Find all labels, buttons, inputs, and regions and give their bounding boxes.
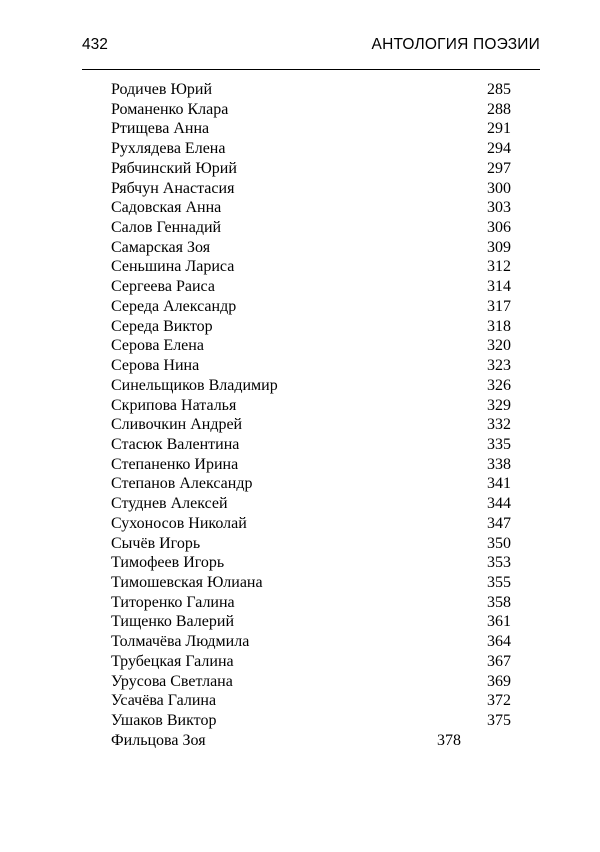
- toc-entry-name: Титоренко Галина: [111, 593, 235, 611]
- toc-entry-page: 306: [487, 219, 511, 237]
- toc-entry-name: Сливочкин Андрей: [111, 416, 243, 434]
- toc-entry-name: Скрипова Наталья: [111, 396, 237, 414]
- toc-entry-page: 335: [487, 435, 511, 453]
- toc-entry-name: Трубецкая Галина: [111, 652, 234, 670]
- toc-entry: [111, 593, 511, 613]
- toc-entry: [111, 514, 511, 534]
- toc-entry-page: 358: [487, 593, 511, 611]
- toc-entry: [111, 711, 511, 731]
- toc-entry: [111, 139, 511, 159]
- toc-entry-page: 344: [487, 495, 511, 513]
- toc-entry-page: 361: [487, 613, 511, 631]
- toc-entry: [111, 415, 511, 435]
- toc-entry: [111, 179, 511, 199]
- toc-entry-page: 375: [487, 712, 511, 729]
- toc-entry: [111, 691, 511, 711]
- book-title: АНТОЛОГИЯ ПОЭЗИИ: [371, 36, 540, 53]
- toc-entry-name: Студнев Алексей: [111, 495, 228, 513]
- toc-entry-name: Степанов Александр: [111, 475, 253, 493]
- toc-entry: [111, 297, 511, 317]
- toc-entry-name: Фильцова Зоя: [111, 731, 206, 749]
- toc-entry-page: 369: [487, 672, 511, 690]
- toc-entry: [111, 238, 511, 258]
- toc-entry-name: Середа Виктор: [111, 317, 213, 335]
- toc-entry: [111, 100, 511, 120]
- toc-entry-page: 285: [487, 81, 511, 98]
- page-header: [82, 36, 540, 60]
- toc-entry: [111, 672, 511, 692]
- toc-entry-name: Самарская Зоя: [111, 238, 211, 256]
- toc-entry-name: Усачёва Галина: [111, 692, 217, 710]
- toc-entry-name: Сеньшина Лариса: [111, 258, 235, 276]
- toc-entry-page: 372: [487, 692, 511, 710]
- toc-entry-page: 312: [487, 258, 511, 276]
- toc-entry-page: 314: [487, 278, 511, 296]
- toc-entry-page: 338: [487, 455, 511, 473]
- toc-entry: [111, 731, 511, 751]
- toc-entry: [111, 435, 511, 455]
- toc-entry-name: Сухоносов Николай: [111, 514, 247, 532]
- toc-entry-name: Синельщиков Владимир: [111, 376, 278, 394]
- toc-entry-page: 364: [487, 633, 511, 651]
- toc-entry: [111, 553, 511, 573]
- header-rule: [82, 69, 540, 70]
- toc-entry: [111, 257, 511, 277]
- toc-entry-page: 367: [487, 652, 511, 670]
- toc-entry: [111, 612, 511, 632]
- toc-entry: [111, 573, 511, 593]
- toc-entry-page: 332: [487, 416, 511, 434]
- page-number: 432: [82, 36, 108, 53]
- toc-entry: [111, 277, 511, 297]
- toc-entry-page: 300: [487, 179, 511, 197]
- toc-entry-page: 353: [487, 554, 511, 572]
- toc-entry-name: Садовская Анна: [111, 199, 222, 217]
- toc-entry-name: Ушаков Виктор: [111, 712, 217, 729]
- toc-entry-page: 326: [487, 376, 511, 394]
- toc-entry-page: 297: [487, 159, 511, 177]
- toc-entry-page: 291: [487, 120, 511, 138]
- toc-entry-name: Тищенко Валерий: [111, 613, 235, 631]
- toc-entry: [111, 632, 511, 652]
- toc-entry-name: Романенко Клара: [111, 100, 229, 118]
- toc-entry-name: Стасюк Валентина: [111, 435, 240, 453]
- table-of-contents: [111, 80, 511, 750]
- toc-entry: [111, 159, 511, 179]
- toc-entry: [111, 455, 511, 475]
- toc-entry: [111, 119, 511, 139]
- toc-entry: [111, 396, 511, 416]
- toc-entry-page: 288: [487, 100, 511, 118]
- toc-entry-name: Сергеева Раиса: [111, 278, 215, 296]
- toc-entry-name: Тимошевская Юлиана: [111, 573, 263, 591]
- toc-entry-name: Ртищева Анна: [111, 120, 210, 138]
- toc-entry-page: 294: [487, 140, 511, 158]
- toc-entry: [111, 494, 511, 514]
- toc-entry-page: 318: [487, 317, 511, 335]
- toc-entry: [111, 317, 511, 337]
- toc-entry-name: Серова Нина: [111, 357, 200, 375]
- toc-entry: [111, 474, 511, 494]
- toc-entry: [111, 534, 511, 554]
- toc-entry-page: 347: [487, 514, 511, 532]
- toc-entry-name: Родичев Юрий: [111, 81, 213, 98]
- toc-entry-page: 350: [487, 534, 511, 552]
- toc-entry-name: Рябчинский Юрий: [111, 159, 237, 177]
- toc-entry: [111, 218, 511, 238]
- toc-entry-name: Урусова Светлана: [111, 672, 233, 690]
- toc-entry-page: 317: [487, 297, 511, 315]
- toc-entry-page: 341: [487, 475, 511, 493]
- toc-entry-page: 355: [487, 573, 511, 591]
- toc-entry: [111, 356, 511, 376]
- toc-entry-name: Салов Геннадий: [111, 219, 222, 237]
- toc-entry-page: 329: [487, 396, 511, 414]
- toc-entry-name: Серова Елена: [111, 337, 204, 355]
- toc-entry: [111, 80, 511, 100]
- toc-entry-page: 303: [487, 199, 511, 217]
- toc-entry-page: 378: [437, 731, 461, 749]
- toc-entry-name: Рухлядева Елена: [111, 140, 226, 158]
- toc-entry-name: Толмачёва Людмила: [111, 633, 250, 651]
- toc-entry: [111, 198, 511, 218]
- toc-entry: [111, 336, 511, 356]
- toc-entry-page: 320: [487, 337, 511, 355]
- toc-entry-name: Рябчун Анастасия: [111, 179, 235, 197]
- toc-entry: [111, 652, 511, 672]
- toc-entry-name: Сычёв Игорь: [111, 534, 201, 552]
- toc-entry-name: Тимофеев Игорь: [111, 554, 225, 572]
- toc-entry-page: 309: [487, 238, 511, 256]
- toc-entry-page: 323: [487, 357, 511, 375]
- toc-entry: [111, 376, 511, 396]
- toc-entry-name: Середа Александр: [111, 297, 237, 315]
- toc-entry-name: Степаненко Ирина: [111, 455, 239, 473]
